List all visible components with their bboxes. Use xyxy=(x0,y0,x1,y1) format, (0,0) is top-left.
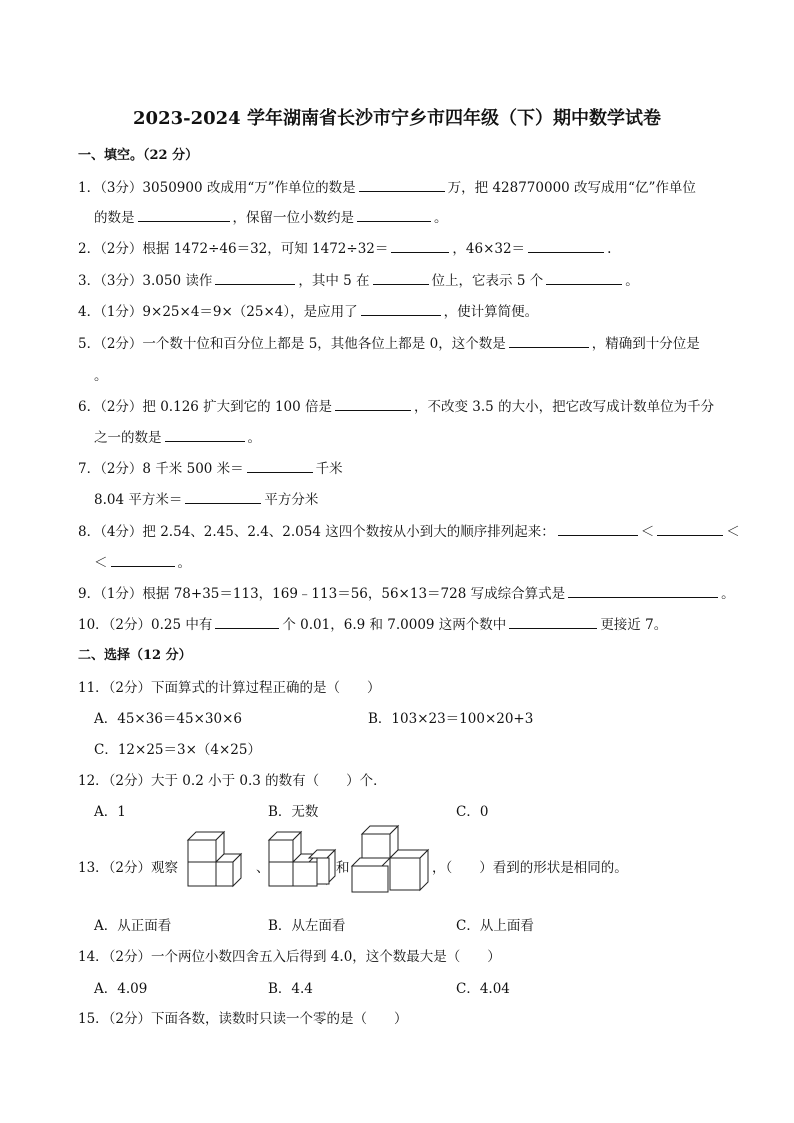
answer-blank[interactable] xyxy=(657,522,723,536)
section-heading-fill-in: 一、填空。（22 分） xyxy=(78,148,199,163)
answer-blank[interactable] xyxy=(568,584,718,598)
question-12-option-a[interactable]: A．1 xyxy=(94,804,126,820)
question-1-line2: 的数是 ，保留一位小数约是 。 xyxy=(94,210,448,226)
question-7-line1: 7．（2分）8 千米 500 米＝ 千米 xyxy=(78,461,343,477)
question-7-line2: 8.04 平方米＝ 平方分米 xyxy=(94,492,319,508)
cube-figure-3 xyxy=(350,822,434,894)
question-11: 11．（2分）下面算式的计算过程正确的是（ ） xyxy=(78,680,381,696)
answer-blank[interactable] xyxy=(357,208,431,222)
question-13-option-b[interactable]: B．从左面看 xyxy=(268,918,346,934)
question-14-option-b[interactable]: B．4.4 xyxy=(268,981,313,997)
question-14-option-a[interactable]: A．4.09 xyxy=(94,981,148,997)
question-11-option-a[interactable]: A．45×36＝45×30×6 xyxy=(94,711,242,727)
question-11-option-b[interactable]: B．103×23＝100×20+3 xyxy=(368,711,534,727)
answer-blank[interactable] xyxy=(138,208,230,222)
question-14: 14．（2分）一个两位小数四舍五入后得到 4.0，这个数最大是（ ） xyxy=(78,949,501,965)
question-13-prefix: 13．（2分）观察 xyxy=(78,860,179,876)
question-6-line2: 之一的数是 。 xyxy=(94,430,261,446)
answer-blank[interactable] xyxy=(215,615,279,629)
question-1-line1: 1．（3分）3050900 改成用“万”作单位的数是 万，把 428770000 改写成用“亿”作单位 xyxy=(78,180,696,196)
page-title: 2023-2024 学年湖南省长沙市宁乡市四年级（下）期中数学试卷 xyxy=(133,108,661,129)
question-12-option-c[interactable]: C．0 xyxy=(456,804,489,820)
answer-blank[interactable] xyxy=(359,178,445,192)
question-5: 5．（2分）一个数十位和百分位上都是 5，其他各位上都是 0，这个数是 ，精确到十分位是 xyxy=(78,336,700,352)
question-11-option-c[interactable]: C．12×25＝3×（4×25） xyxy=(94,742,261,758)
answer-blank[interactable] xyxy=(247,459,313,473)
question-12-option-b[interactable]: B．无数 xyxy=(268,804,319,820)
question-13-option-a[interactable]: A．从正面看 xyxy=(94,918,172,934)
answer-blank[interactable] xyxy=(546,271,622,285)
answer-blank[interactable] xyxy=(391,239,449,253)
answer-blank[interactable] xyxy=(185,490,261,504)
answer-blank[interactable] xyxy=(509,615,597,629)
figure-separator: 、 xyxy=(256,860,270,876)
question-15: 15．（2分）下面各数，读数时只读一个零的是（ ） xyxy=(78,1011,408,1027)
answer-blank[interactable] xyxy=(215,271,295,285)
question-12: 12．（2分）大于 0.2 小于 0.3 的数有（ ）个． xyxy=(78,773,387,789)
answer-blank[interactable] xyxy=(361,302,441,316)
figure-separator-and: 和 xyxy=(336,860,350,876)
question-13-suffix: ，（ ）看到的形状是相同的。 xyxy=(432,860,628,876)
question-2: 2．（2分）根据 1472÷46＝32，可知 1472÷32＝ ，46×32＝ . xyxy=(78,241,612,257)
answer-blank[interactable] xyxy=(111,553,175,567)
question-14-option-c[interactable]: C．4.04 xyxy=(456,981,510,997)
question-9: 9．（1分）根据 78+35＝113，169﹣113＝56，56×13＝728 写成综合算式是 。 xyxy=(78,586,735,602)
answer-blank[interactable] xyxy=(165,428,245,442)
question-13-option-c[interactable]: C．从上面看 xyxy=(456,918,534,934)
question-6-line1: 6．（2分）把 0.126 扩大到它的 100 倍是 ，不改变 3.5 的大小，把它改写成计数单位为千分 xyxy=(78,399,715,415)
question-3: 3．（3分）3.050 读作 ，其中 5 在 位上，它表示 5 个 。 xyxy=(78,273,639,289)
question-10: 10．（2分）0.25 中有 个 0.01，6.9 和 7.0009 这两个数中 更接近 7。 xyxy=(78,617,668,633)
answer-blank[interactable] xyxy=(528,239,604,253)
question-8-line2: ＜ 。 xyxy=(94,555,191,571)
answer-blank[interactable] xyxy=(373,271,429,285)
answer-blank[interactable] xyxy=(335,397,411,411)
question-4: 4．（1分）9×25×4＝9×（25×4），是应用了 ，使计算简便。 xyxy=(78,304,539,320)
answer-blank[interactable] xyxy=(509,334,589,348)
answer-blank[interactable] xyxy=(558,522,638,536)
question-5-end: 。 xyxy=(94,368,108,384)
cube-figure-2 xyxy=(265,828,341,892)
cube-figure-1 xyxy=(183,828,259,892)
section-heading-choice: 二、选择（12 分） xyxy=(78,648,192,663)
question-8-line1: 8．（4分）把 2.54、2.45、2.4、2.054 这四个数按从小到大的顺序排列起来： ＜ ＜ xyxy=(78,524,740,540)
